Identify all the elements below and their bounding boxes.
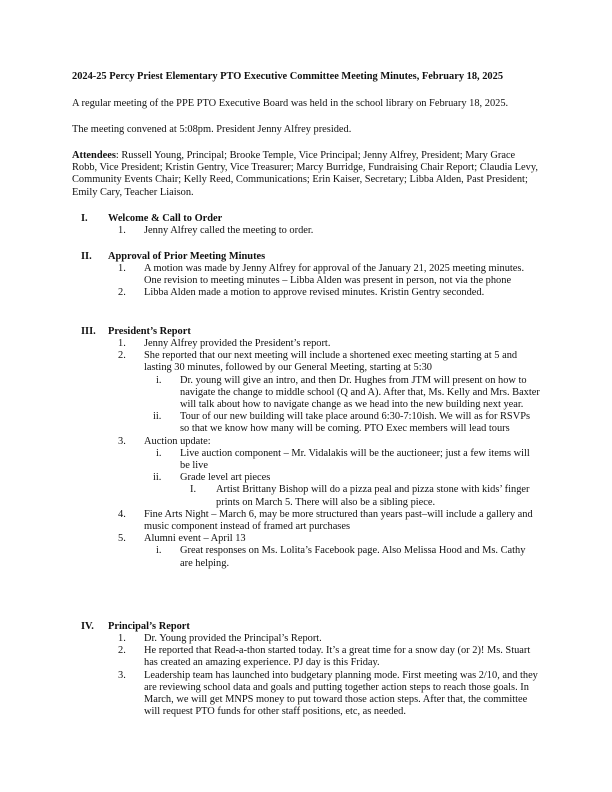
list-item <box>118 645 540 669</box>
section-welcome <box>72 213 540 237</box>
list-item-number: 1. <box>118 633 126 644</box>
section-number: III. <box>81 326 96 337</box>
list-item-number: 1. <box>118 338 126 349</box>
list-item <box>118 533 540 545</box>
list-item <box>118 435 540 448</box>
list-item-text: A motion was made by Jenny Alfrey for approval of the January 21, 2025 meeting minutes. One revision to meeting minutes – Libba Alden was present in person, not via the phone <box>144 263 525 287</box>
list-item <box>118 338 540 350</box>
list-item <box>118 669 540 719</box>
sub-list-item-number: i. <box>156 447 162 459</box>
attendees-list: : Russell Young, Principal; Brooke Temple, Vice Principal; Jenny Alfrey, President; Mary Grace Robb, Vice President; Kristin Gentry, Vice Treasurer; Marcy Burridge, Fundraising Chair Report; Claudia Levy, Community Events Chair; Kelly Reed, Communications; Erin Kaiser, Secretary; Libba Alden, Past President; Emily Cary, Teacher Liaison. <box>72 150 538 198</box>
list-item-text: She reported that our next meeting will include a shortened exec meeting starting at 5 and lasting 30 minutes, followed by our General Meeting, starting at 5:30 <box>144 350 518 374</box>
list-item-number: 2. <box>118 287 126 299</box>
list-item-number: 4. <box>118 508 126 520</box>
section-title: Principal’s Report <box>108 621 190 632</box>
list-item-number: 2. <box>118 645 126 657</box>
sub-list-item-number: ii. <box>153 411 162 423</box>
list-item <box>118 287 540 299</box>
sub-list-item-text: Grade level art pieces <box>180 472 271 484</box>
section-title: Approval of Prior Meeting Minutes <box>108 251 266 262</box>
list-item-text: Jenny Alfrey provided the President’s report. <box>144 338 331 349</box>
sub-list-item <box>156 374 540 412</box>
list-item-text: Fine Arts Night – March 6, may be more structured than years past–will include a gallery and music component instead of framed art purchases <box>144 508 533 533</box>
sub-sub-list-item-number: I. <box>190 484 197 496</box>
sub-list-item-text: Dr. young will give an intro, and then Dr. Hughes from JTM will present on how to navigate the change to middle school (Q and A). After that, Ms. Kelly and Mrs. Baxter will talk about how to navigate change as we head into the new building next year. <box>180 374 540 411</box>
list-item-text: Leadership team has launched into budgetary planning mode. First meeting was 2/10, and they are reviewing school data and goals and putting together action steps to reach those goals. In March, we will get MNPS money to put toward those action steps. After that, the committee will request PTO funds for other staff positions, etc, as needed. <box>144 669 538 718</box>
sub-list-item <box>156 447 540 472</box>
list-item-text: Auction update: <box>144 435 211 447</box>
sub-list-item <box>153 411 540 435</box>
document-title: 2024-25 Percy Priest Elementary PTO Executive Committee Meeting Minutes, February 18, 2025 <box>72 71 504 82</box>
intro-paragraph: A regular meeting of the PPE PTO Executive Board was held in the school library on February 18, 2025. <box>72 98 509 109</box>
list-item-number: 5. <box>118 533 126 545</box>
sub-sub-list-item-text: Artist Brittany Bishop will do a pizza peal and pizza stone with kids’ finger prints on March 5. There will also be a sibling piece. <box>216 484 530 508</box>
sub-list-item <box>156 545 540 569</box>
section-title: President’s Report <box>108 326 191 337</box>
section-title: Welcome & Call to Order <box>108 213 223 224</box>
list-item-text: Jenny Alfrey called the meeting to order. <box>144 225 314 236</box>
list-item-text: Libba Alden made a motion to approve revised minutes. Kristin Gentry seconded. <box>144 287 485 299</box>
sub-list-item-number: ii. <box>153 472 162 484</box>
list-item-number: 3. <box>118 435 126 447</box>
list-item-number: 3. <box>118 669 126 681</box>
list-item-text: Alumni event – April 13 <box>144 533 246 545</box>
list-item <box>118 350 540 374</box>
list-item-number: 1. <box>118 263 126 274</box>
sub-list-item-text: Live auction component – Mr. Vidalakis will be the auctioneer; just a few items will be live <box>180 447 530 472</box>
attendees-label: Attendees <box>72 150 116 161</box>
section-approval <box>72 251 540 300</box>
section-number: I. <box>81 213 88 224</box>
list-item <box>118 225 540 237</box>
list-item-number: 2. <box>118 350 126 362</box>
section-presidents-report <box>72 326 540 570</box>
sub-sub-list-item <box>190 484 540 508</box>
list-item <box>118 633 540 645</box>
section-number: II. <box>81 251 92 262</box>
attendees-paragraph <box>72 150 540 199</box>
sub-list-item-text: Great responses on Ms. Lolita’s Facebook page. Also Melissa Hood and Ms. Cathy are helping. <box>180 545 526 569</box>
list-item-number: 1. <box>118 225 126 236</box>
list-item <box>118 263 540 287</box>
sub-list-item-text: Tour of our new building will take place around 6:30-7:10ish. We will as for RSVPs so that we know how many will be coming. PTO Exec members will lead tours <box>180 411 531 435</box>
convened-paragraph: The meeting convened at 5:08pm. President Jenny Alfrey presided. <box>72 124 352 135</box>
list-item-text: He reported that Read-a-thon started today. It’s a great time for a snow day (or 2)! Ms. Stuart has created an amazing experience. PJ day is this Friday. <box>144 645 531 669</box>
sub-list-item-number: i. <box>156 545 162 557</box>
section-number: IV. <box>81 621 94 632</box>
list-item-text: Dr. Young provided the Principal’s Report. <box>144 633 322 644</box>
sub-list-item <box>153 472 540 484</box>
section-principals-report <box>72 621 540 718</box>
list-item <box>118 508 540 533</box>
sub-list-item-number: i. <box>156 374 162 386</box>
